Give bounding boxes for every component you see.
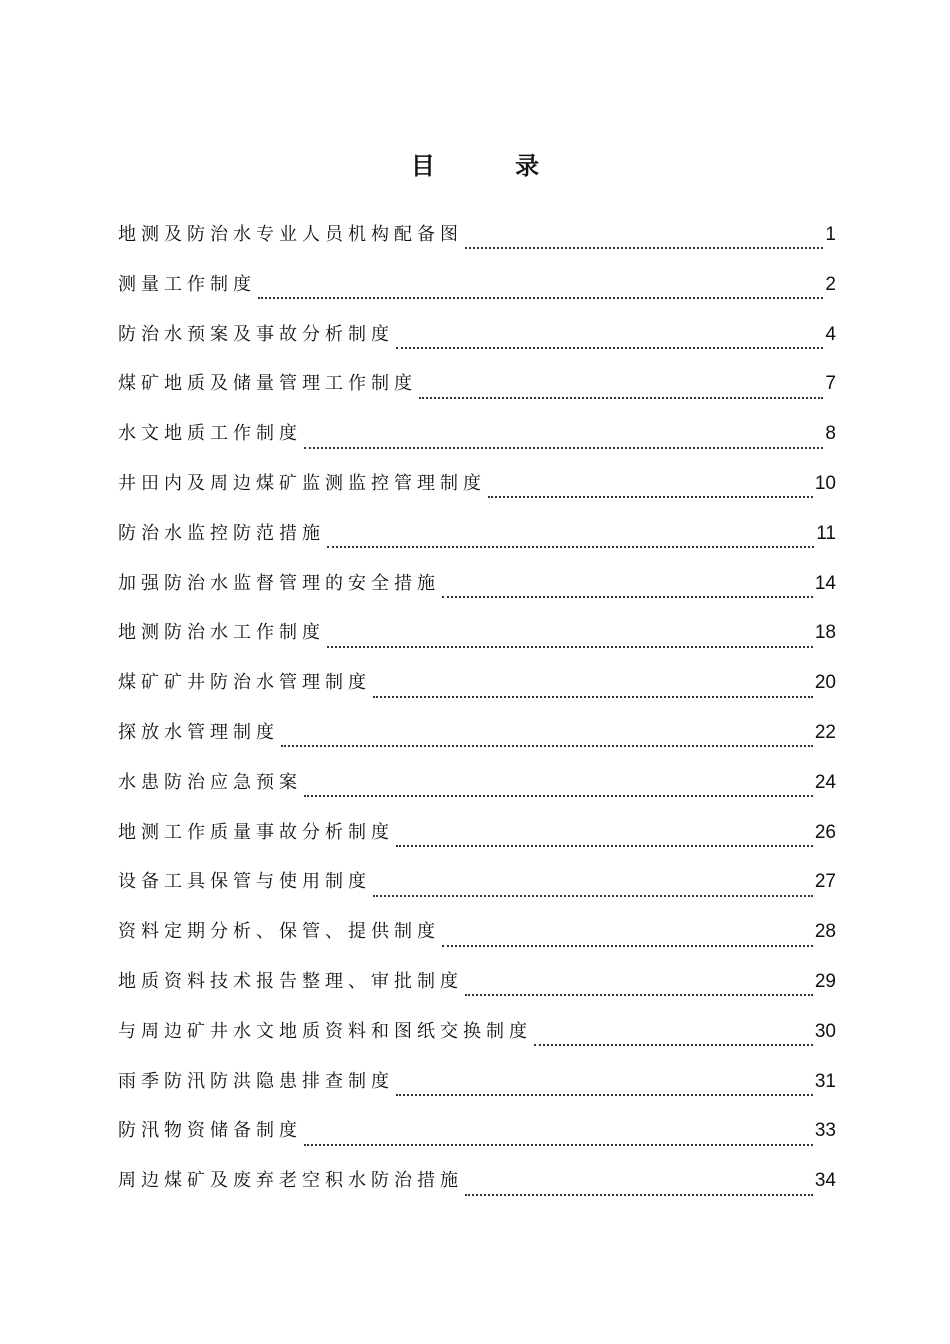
toc-entry-label: 防汛物资储备制度	[118, 1120, 302, 1142]
toc-entry[interactable]	[118, 519, 836, 569]
toc-entry[interactable]	[118, 618, 836, 668]
toc-entry-label: 与周边矿井水文地质资料和图纸交换制度	[118, 1020, 532, 1042]
dot-leader	[442, 944, 813, 947]
toc-entry[interactable]	[118, 369, 836, 419]
page-title: 目 录	[410, 152, 576, 180]
toc-entry-label: 水文地质工作制度	[118, 423, 302, 445]
toc-entry-label: 地测工作质量事故分析制度	[118, 821, 394, 843]
toc-entry[interactable]	[118, 270, 836, 320]
dot-leader	[534, 1043, 813, 1046]
toc-entry[interactable]	[118, 818, 836, 868]
dot-leader	[327, 645, 813, 648]
toc-entry-label: 雨季防汛防洪隐患排查制度	[118, 1070, 394, 1092]
toc-entry-label: 测量工作制度	[118, 273, 256, 295]
toc-entry-page-number: 14	[814, 572, 836, 594]
toc-entry-page-number: 8	[825, 423, 836, 445]
toc-entry[interactable]	[118, 569, 836, 619]
toc-entry[interactable]	[118, 867, 836, 917]
toc-entry-page-number: 1	[825, 224, 836, 245]
toc-entry-page-number: 27	[814, 871, 836, 893]
toc-entry[interactable]	[118, 220, 836, 270]
toc-entry-page-number: 34	[814, 1170, 836, 1192]
dot-leader	[304, 1143, 813, 1146]
toc-entry-label: 加强防治水监督管理的安全措施	[118, 572, 440, 594]
dot-leader	[373, 894, 813, 897]
dot-leader	[258, 296, 823, 299]
toc-entry-page-number: 28	[814, 921, 836, 943]
dot-leader	[488, 495, 813, 498]
toc-entry-page-number: 26	[814, 821, 836, 843]
dot-leader	[465, 246, 823, 249]
toc-entry[interactable]	[118, 1116, 836, 1166]
toc-entry[interactable]	[118, 668, 836, 718]
toc-entry-page-number: 31	[814, 1070, 836, 1092]
toc-entry[interactable]	[118, 768, 836, 818]
toc-entry[interactable]	[118, 1017, 836, 1067]
toc-entry[interactable]	[118, 320, 836, 370]
table-of-contents	[118, 220, 836, 1216]
toc-entry[interactable]	[118, 718, 836, 768]
toc-entry-page-number: 33	[814, 1120, 836, 1142]
dot-leader	[304, 446, 823, 449]
toc-entry-page-number: 22	[814, 721, 836, 743]
toc-entry-label: 防治水预案及事故分析制度	[118, 323, 394, 345]
toc-entry-page-number: 18	[814, 622, 836, 644]
toc-entry-label: 防治水监控防范措施	[118, 522, 325, 544]
toc-entry[interactable]	[118, 469, 836, 519]
toc-entry-label: 地测及防治水专业人员机构配备图	[118, 224, 463, 245]
toc-entry-label: 煤矿地质及储量管理工作制度	[118, 373, 417, 395]
toc-entry-page-number: 24	[814, 771, 836, 793]
dot-leader	[327, 545, 814, 548]
toc-entry[interactable]	[118, 419, 836, 469]
toc-entry-page-number: 29	[814, 970, 836, 992]
toc-entry-label: 周边煤矿及废弃老空积水防治措施	[118, 1170, 463, 1192]
toc-entry-label: 设备工具保管与使用制度	[118, 871, 371, 893]
dot-leader	[396, 1093, 813, 1096]
dot-leader	[304, 794, 813, 797]
toc-entry-page-number: 11	[816, 522, 836, 544]
dot-leader	[396, 844, 813, 847]
toc-entry-label: 地测防治水工作制度	[118, 622, 325, 644]
dot-leader	[442, 595, 813, 598]
toc-entry-page-number: 30	[814, 1020, 836, 1042]
toc-entry-page-number: 7	[825, 373, 836, 395]
toc-entry-label: 探放水管理制度	[118, 721, 279, 743]
toc-entry-label: 地质资料技术报告整理、审批制度	[118, 970, 463, 992]
dot-leader	[419, 396, 823, 399]
dot-leader	[281, 744, 813, 747]
toc-entry-label: 井田内及周边煤矿监测监控管理制度	[118, 472, 486, 494]
toc-entry[interactable]	[118, 917, 836, 967]
dot-leader	[373, 695, 813, 698]
toc-entry-label: 水患防治应急预案	[118, 771, 302, 793]
dot-leader	[396, 346, 823, 349]
toc-entry-page-number: 20	[814, 672, 836, 694]
toc-entry[interactable]	[118, 1166, 836, 1216]
dot-leader	[465, 993, 813, 996]
toc-entry-label: 煤矿矿井防治水管理制度	[118, 672, 371, 694]
toc-entry-page-number: 10	[814, 472, 836, 494]
toc-entry-page-number: 2	[825, 273, 836, 295]
toc-entry-page-number: 4	[825, 323, 836, 345]
toc-entry[interactable]	[118, 1067, 836, 1117]
dot-leader	[465, 1193, 813, 1196]
toc-entry-label: 资料定期分析、保管、提供制度	[118, 921, 440, 943]
toc-entry[interactable]	[118, 967, 836, 1017]
